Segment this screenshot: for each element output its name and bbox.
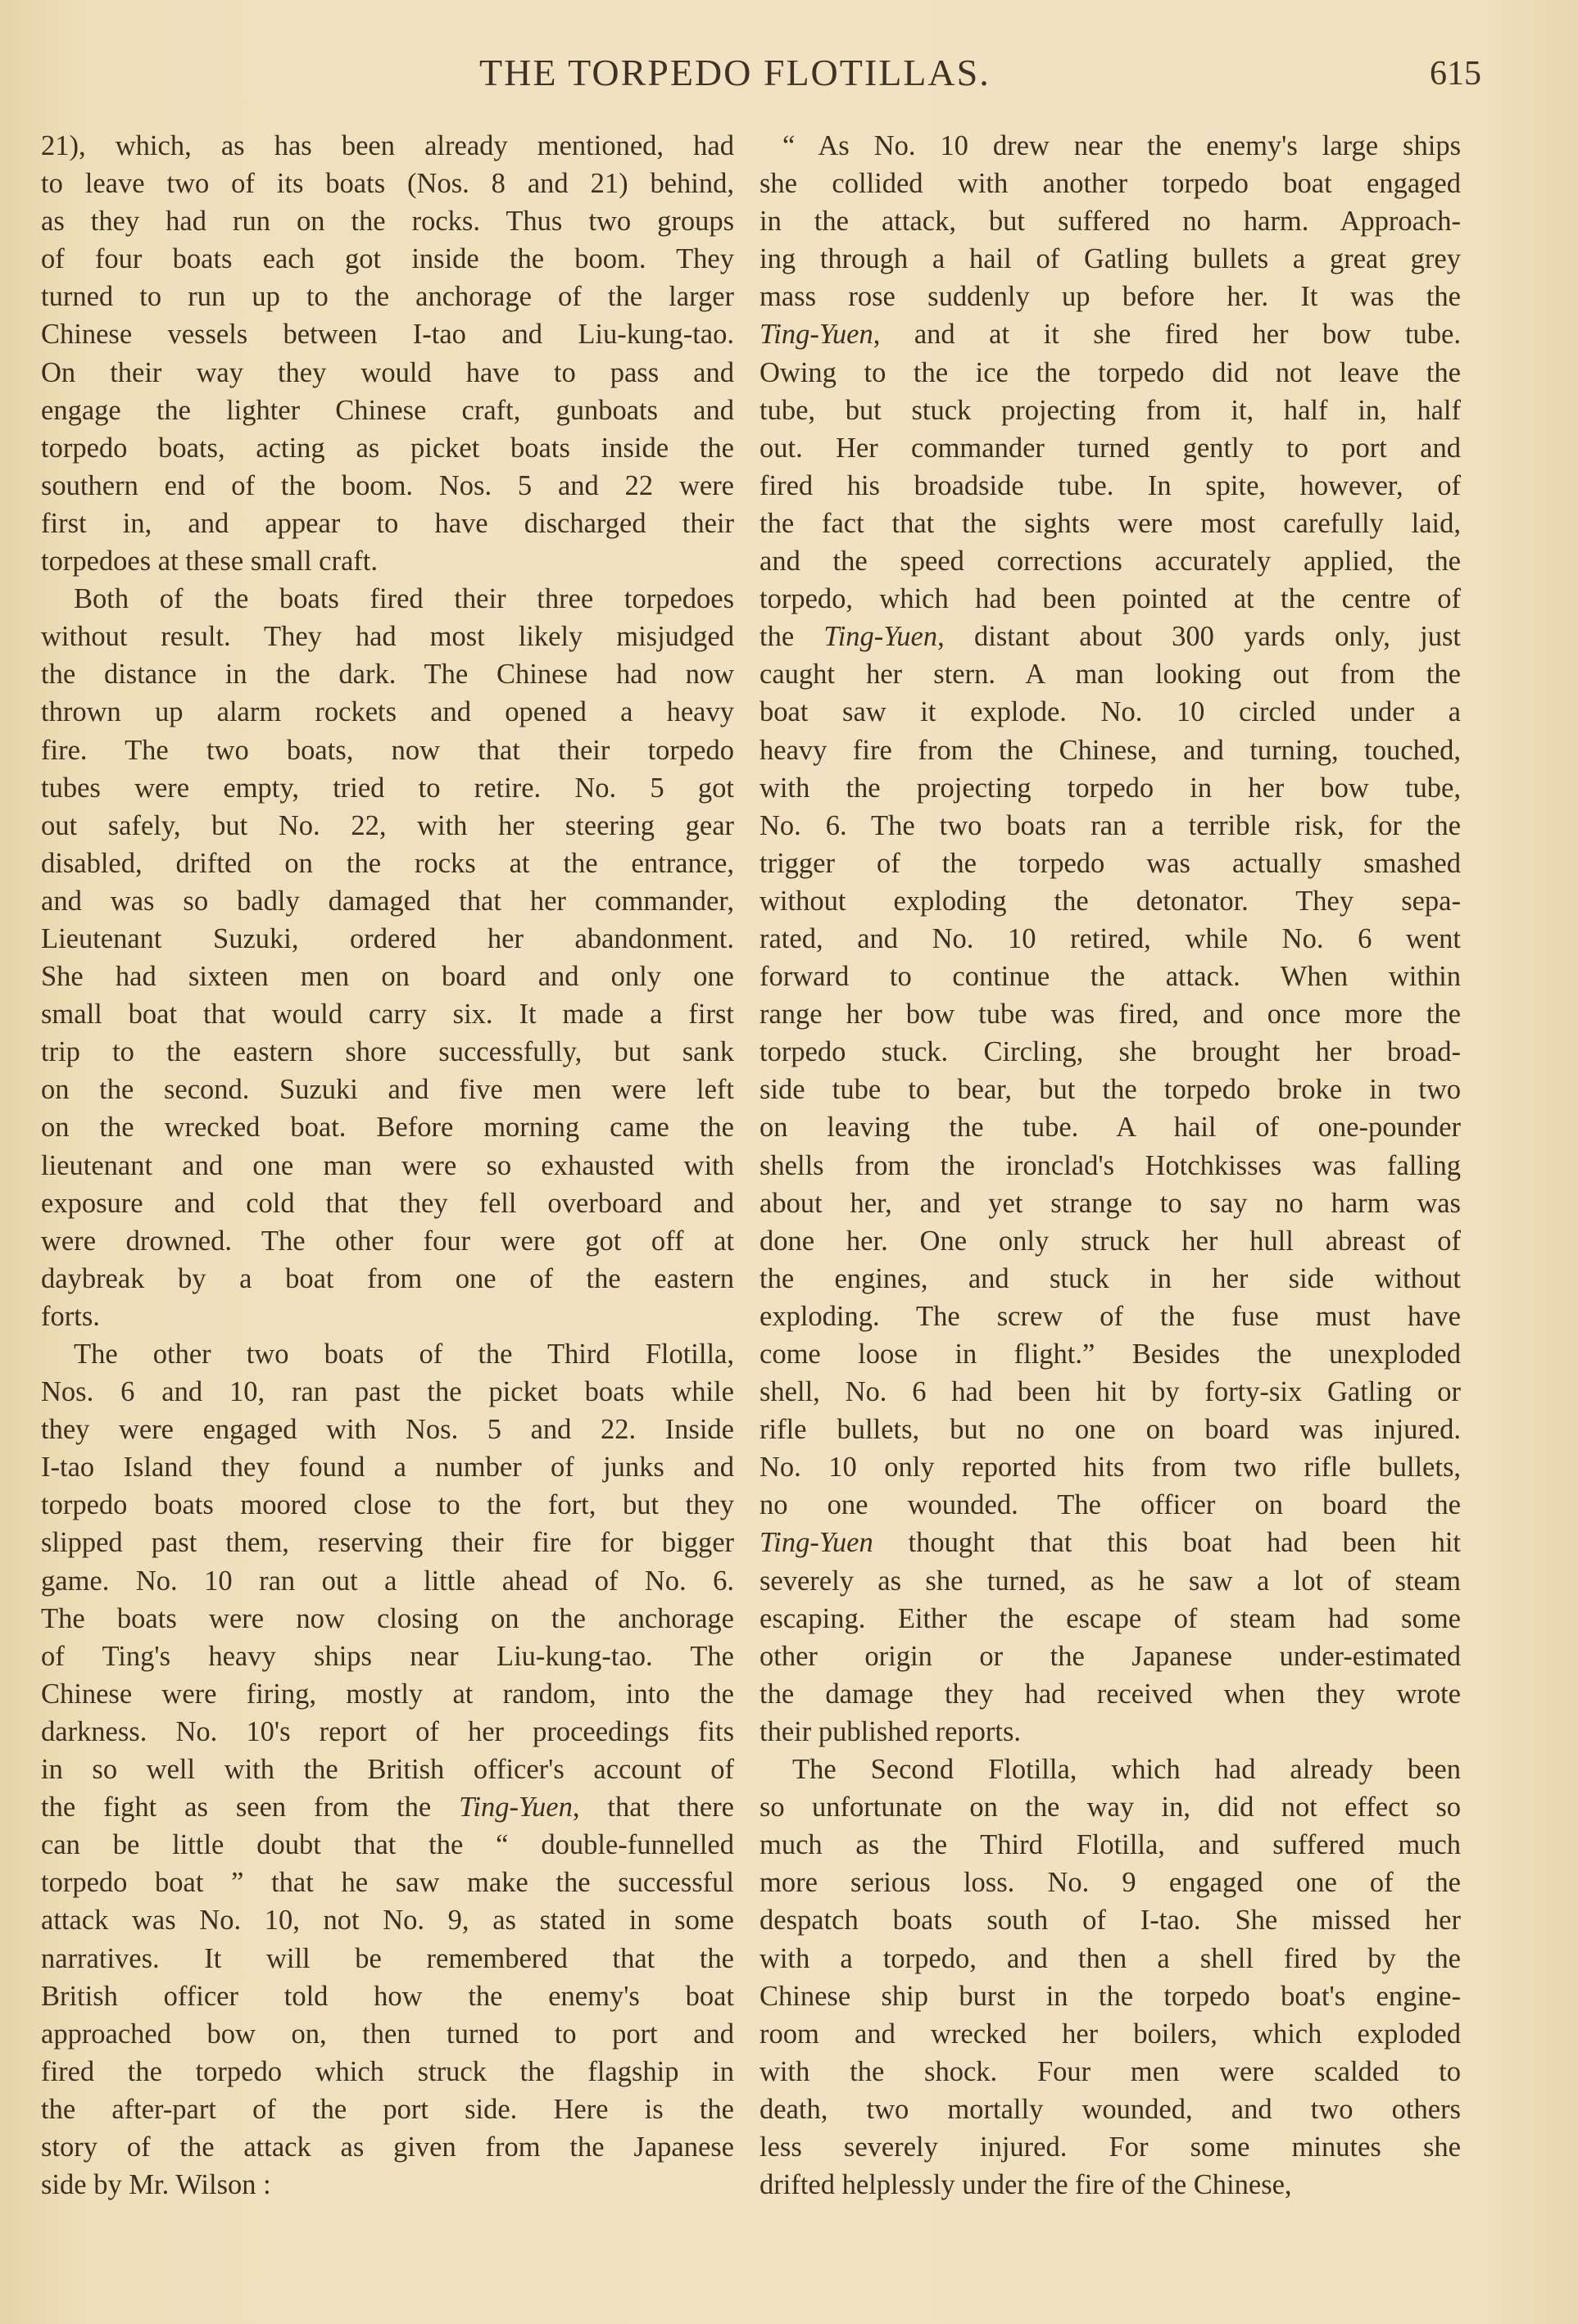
ship-name: Ting-Yuen <box>760 1527 873 1559</box>
text-line: of four boats each got inside the boom. They <box>41 243 734 275</box>
text-line: engage the lighter Chinese craft, gunboats and <box>41 394 734 426</box>
text-line: with the projecting torpedo in her bow tube, <box>760 772 1461 804</box>
text-line: side by Mr. Wilson : <box>41 2169 271 2201</box>
text-line: Chinese were firing, mostly at random, into the <box>41 1678 734 1710</box>
text-line: forts. <box>41 1300 100 1332</box>
text-line: disabled, drifted on the rocks at the entrance, <box>41 847 734 879</box>
ship-name: Ting-Yuen <box>459 1792 573 1823</box>
text-line: 21), which, as has been already mentioned, had <box>41 130 734 161</box>
text-line: without exploding the detonator. They sepa- <box>760 885 1461 917</box>
text-line: range her bow tube was fired, and once more the <box>760 999 1461 1031</box>
text-line: despatch boats south of I-tao. She missed her <box>760 1905 1461 1937</box>
ship-name: Ting-Yuen <box>760 319 873 351</box>
text-line: the engines, and stuck in her side without <box>760 1262 1461 1294</box>
text-line: fired the torpedo which struck the flagship in <box>41 2055 734 2087</box>
text-line <box>41 1788 734 1826</box>
text-line: The boats were now closing on the anchorage <box>41 1602 734 1634</box>
text-line: fire. The two boats, now that their torpedo <box>41 734 734 766</box>
text-line: can be little doubt that the “ double-funnelled <box>41 1829 734 1861</box>
text-line: shell, No. 6 had been hit by forty-six Gatling or <box>760 1376 1461 1408</box>
text-line: without result. They had most likely misjudged <box>41 621 734 653</box>
text-line: in so well with the British officer's account of <box>41 1754 734 1786</box>
text-fragment: , distant about 300 yards only, just <box>937 621 1462 653</box>
text-fragment: the fight as seen from the <box>41 1792 460 1823</box>
text-line: were drowned. The other four were got off at <box>41 1225 734 1257</box>
text-line: lieutenant and one man were so exhausted with <box>41 1149 734 1181</box>
text-line: first in, and appear to have discharged their <box>41 507 734 539</box>
text-line: exploding. The screw of the fuse must have <box>760 1300 1461 1332</box>
text-line: boat saw it explode. No. 10 circled under a <box>760 696 1461 728</box>
text-line: torpedo boats moored close to the fort, but they <box>41 1489 734 1521</box>
text-line: torpedo boats, acting as picket boats inside the <box>41 432 734 464</box>
text-line: to leave two of its boats (Nos. 8 and 21) behind, <box>41 168 734 200</box>
text-line <box>760 315 1461 353</box>
text-line: approached bow on, then turned to port and <box>41 2018 734 2050</box>
text-line: rated, and No. 10 retired, while No. 6 went <box>760 922 1461 954</box>
text-line: Both of the boats fired their three torpedoes <box>74 583 734 615</box>
text-line: The other two boats of the Third Flotilla, <box>74 1339 734 1370</box>
text-line <box>760 618 1461 655</box>
running-title: THE TORPEDO FLOTILLAS. <box>479 52 991 93</box>
text-line: more serious loss. No. 9 engaged one of the <box>760 1867 1461 1899</box>
text-line: I-tao Island they found a number of junks and <box>41 1452 734 1484</box>
text-line: come loose in flight.” Besides the unexploded <box>760 1339 1461 1370</box>
text-line: No. 6. The two boats ran a terrible risk, for the <box>760 809 1461 841</box>
text-line: daybreak by a boat from one of the eastern <box>41 1262 734 1294</box>
text-line: the after-part of the port side. Here is the <box>41 2093 734 2125</box>
running-head <box>0 51 1578 100</box>
text-line: No. 10 only reported hits from two rifle bullets, <box>760 1452 1461 1484</box>
text-line: “ As No. 10 drew near the enemy's large ships <box>782 130 1461 161</box>
text-fragment: , that there <box>572 1792 734 1823</box>
text-line: torpedo, which had been pointed at the centre of <box>760 583 1461 615</box>
text-line: drifted helplessly under the fire of the Chinese, <box>760 2169 1292 2201</box>
text-line: they were engaged with Nos. 5 and 22. Inside <box>41 1414 734 1446</box>
text-line: rifle bullets, but no one on board was injured. <box>760 1414 1461 1446</box>
text-line: the distance in the dark. The Chinese had now <box>41 659 734 691</box>
text-line: Chinese vessels between I-tao and Liu-kung-tao. <box>41 319 734 351</box>
text-line: small boat that would carry six. It made a first <box>41 999 734 1031</box>
text-line: thrown up alarm rockets and opened a heavy <box>41 696 734 728</box>
text-line: trip to the eastern shore successfully, but sank <box>41 1036 734 1068</box>
text-line: out. Her commander turned gently to port and <box>760 432 1461 464</box>
text-line: less severely injured. For some minutes she <box>760 2131 1461 2163</box>
ship-name: Ting-Yuen <box>823 621 938 653</box>
text-line: Owing to the ice the torpedo did not leave the <box>760 356 1461 388</box>
text-line: with a torpedo, and then a shell fired by the <box>760 1942 1461 1974</box>
text-line: side tube to bear, but the torpedo broke in two <box>760 1074 1461 1106</box>
text-line: heavy fire from the Chinese, and turning, touched, <box>760 734 1461 766</box>
left-text-column <box>41 127 734 2204</box>
text-line: escaping. Either the escape of steam had some <box>760 1602 1461 1634</box>
text-line: much as the Third Flotilla, and suffered much <box>760 1829 1461 1861</box>
text-line: slipped past them, reserving their fire for bigger <box>41 1527 734 1559</box>
text-line: about her, and yet strange to say no harm was <box>760 1187 1461 1219</box>
text-line: Chinese ship burst in the torpedo boat's engine- <box>760 1980 1461 2012</box>
text-line: game. No. 10 ran out a little ahead of No. 6. <box>41 1565 734 1597</box>
text-line: shells from the ironclad's Hotchkisses was falling <box>760 1149 1461 1181</box>
text-line: in the attack, but suffered no harm. Approach- <box>760 206 1461 238</box>
text-line: she collided with another torpedo boat engaged <box>760 168 1461 200</box>
text-line: The Second Flotilla, which had already been <box>792 1754 1461 1786</box>
text-line: torpedo stuck. Circling, she brought her broad- <box>760 1036 1461 1068</box>
text-line: as they had run on the rocks. Thus two groups <box>41 206 734 238</box>
text-line: their published reports. <box>760 1715 1022 1747</box>
text-line: darkness. No. 10's report of her proceedings fits <box>41 1715 734 1747</box>
text-line: and was so badly damaged that her commander, <box>41 885 734 917</box>
text-line: southern end of the boom. Nos. 5 and 22 were <box>41 469 734 501</box>
text-line: story of the attack as given from the Japanese <box>41 2131 734 2163</box>
text-line <box>760 1524 1461 1561</box>
text-line: no one wounded. The officer on board the <box>760 1489 1461 1521</box>
page-number: 615 <box>1430 55 1481 93</box>
text-line: Nos. 6 and 10, ran past the picket boats while <box>41 1376 734 1408</box>
text-line: torpedoes at these small craft. <box>41 546 378 578</box>
text-line: of Ting's heavy ships near Liu-kung-tao. The <box>41 1640 734 1672</box>
text-line: so unfortunate on the way in, did not effect so <box>760 1792 1461 1823</box>
text-line: British officer told how the enemy's boat <box>41 1980 734 2012</box>
text-line: She had sixteen men on board and only one <box>41 961 734 993</box>
text-line: on the wrecked boat. Before morning came the <box>41 1112 734 1144</box>
text-line: exposure and cold that they fell overboard and <box>41 1187 734 1219</box>
right-text-column <box>760 127 1461 2204</box>
text-line: tubes were empty, tried to retire. No. 5 got <box>41 772 734 804</box>
text-line: the fact that the sights were most carefully laid, <box>760 507 1461 539</box>
text-line: and the speed corrections accurately applied, the <box>760 546 1461 578</box>
text-fragment: the <box>760 621 824 653</box>
text-line: on leaving the tube. A hail of one-pounder <box>760 1112 1461 1144</box>
text-line: severely as she turned, as he saw a lot of steam <box>760 1565 1461 1597</box>
text-line: room and wrecked her boilers, which exploded <box>760 2018 1461 2050</box>
text-fragment: , and at it she fired her bow tube. <box>873 319 1461 351</box>
text-line: fired his broadside tube. In spite, however, of <box>760 469 1461 501</box>
text-line: On their way they would have to pass and <box>41 356 734 388</box>
text-line: torpedo boat ” that he saw make the successful <box>41 1867 734 1899</box>
text-line: out safely, but No. 22, with her steering gear <box>41 809 734 841</box>
text-line: mass rose suddenly up before her. It was the <box>760 281 1461 313</box>
text-line: Lieutenant Suzuki, ordered her abandonment. <box>41 922 734 954</box>
text-line: ing through a hail of Gatling bullets a great grey <box>760 243 1461 275</box>
text-line: forward to continue the attack. When within <box>760 961 1461 993</box>
text-line: death, two mortally wounded, and two others <box>760 2093 1461 2125</box>
text-line: the damage they had received when they wrote <box>760 1678 1461 1710</box>
text-line: on the second. Suzuki and five men were left <box>41 1074 734 1106</box>
text-line: caught her stern. A man looking out from the <box>760 659 1461 691</box>
text-line: attack was No. 10, not No. 9, as stated in some <box>41 1905 734 1937</box>
text-line: tube, but stuck projecting from it, half in, half <box>760 394 1461 426</box>
text-line: done her. One only struck her hull abreast of <box>760 1225 1461 1257</box>
text-fragment: thought that this boat had been hit <box>873 1527 1461 1559</box>
text-line: trigger of the torpedo was actually smashed <box>760 847 1461 879</box>
text-line: with the shock. Four men were scalded to <box>760 2055 1461 2087</box>
text-line: narratives. It will be remembered that the <box>41 1942 734 1974</box>
text-line: other origin or the Japanese under-estimated <box>760 1640 1461 1672</box>
text-line: turned to run up to the anchorage of the larger <box>41 281 734 313</box>
